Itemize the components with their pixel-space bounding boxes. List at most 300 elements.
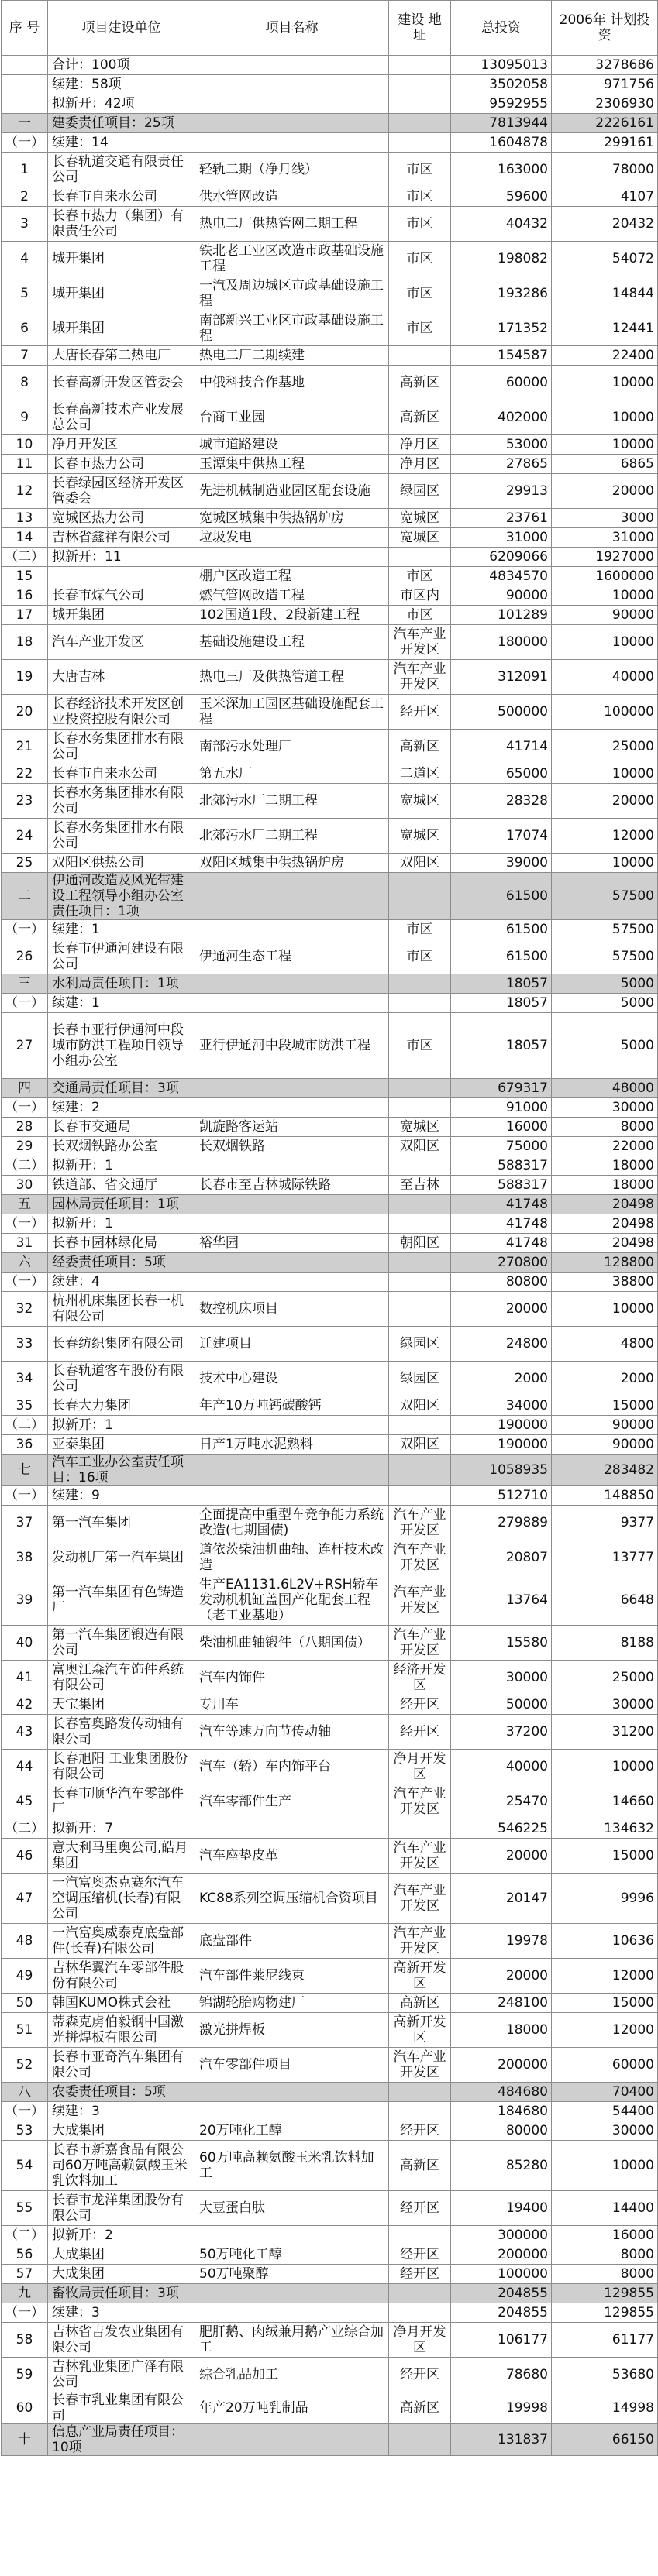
header-name: 项目名称 <box>195 1 389 56</box>
row-seq: 35 <box>2 1396 48 1416</box>
row-project-name: 轻轨二期（净月线） <box>195 153 389 187</box>
row-location: 净月区 <box>389 455 451 474</box>
row-seq: （一） <box>2 1486 48 1506</box>
row-project-name <box>195 94 389 114</box>
table-row <box>2 1273 658 1292</box>
row-location <box>389 2083 451 2102</box>
row-total-investment: 190000 <box>451 1416 552 1435</box>
row-unit: 水利局责任项目：1项 <box>48 974 195 994</box>
row-plan-investment: 12441 <box>552 311 658 346</box>
row-plan-investment: 10000 <box>552 2141 658 2191</box>
row-project-name <box>195 994 389 1013</box>
row-project-name: 50万吨化工醇 <box>195 2245 389 2265</box>
row-seq: 6 <box>2 311 48 346</box>
row-unit: 长春水务集团排水有限公司 <box>48 819 195 854</box>
header-seq: 序 号 <box>2 1 48 56</box>
row-project-name <box>195 1455 389 1486</box>
row-plan-investment: 30000 <box>552 2121 658 2141</box>
row-total-investment: 193286 <box>451 276 552 311</box>
row-plan-investment: 299161 <box>552 133 658 153</box>
row-unit: 城开集团 <box>48 606 195 625</box>
row-project-name: 汽车部件莱尼线束 <box>195 1959 389 1994</box>
row-unit: 第一汽车集团锻造有限公司 <box>48 1626 195 1661</box>
table-row <box>2 474 658 509</box>
row-unit: 拟新开：1 <box>48 1214 195 1234</box>
row-plan-investment: 70400 <box>552 2083 658 2102</box>
category-row <box>2 1253 658 1273</box>
row-plan-investment: 54400 <box>552 2102 658 2121</box>
table-row <box>2 606 658 625</box>
table-row <box>2 311 658 346</box>
row-seq: 一 <box>2 114 48 133</box>
row-plan-investment: 15000 <box>552 1839 658 1874</box>
row-total-investment: 91000 <box>451 1098 552 1118</box>
row-plan-investment: 2000 <box>552 1362 658 1396</box>
row-seq: 20 <box>2 695 48 730</box>
row-unit: 长双烟铁路办公室 <box>48 1137 195 1156</box>
row-location <box>389 1486 451 1506</box>
row-seq: 十 <box>2 2424 48 2456</box>
row-plan-investment: 129855 <box>552 2284 658 2303</box>
row-plan-investment: 48000 <box>552 1079 658 1098</box>
row-project-name: 大豆蛋白肽 <box>195 2191 389 2226</box>
row-total-investment: 402000 <box>451 400 552 435</box>
row-plan-investment: 57500 <box>552 939 658 974</box>
row-total-investment: 20807 <box>451 1540 552 1575</box>
row-total-investment: 18057 <box>451 1013 552 1079</box>
row-project-name: 热电三厂及供热管道工程 <box>195 660 389 695</box>
row-total-investment: 18057 <box>451 974 552 994</box>
row-total-investment: 2000 <box>451 1362 552 1396</box>
row-unit: 净月开发区 <box>48 435 195 455</box>
row-unit: 长春市亚奇汽车集团有限公司 <box>48 2048 195 2083</box>
row-total-investment: 19400 <box>451 2191 552 2226</box>
row-total-investment: 24800 <box>451 1327 552 1362</box>
row-total-investment: 59600 <box>451 187 552 207</box>
row-seq: 8 <box>2 366 48 400</box>
row-location: 市区 <box>389 567 451 586</box>
row-location: 朝阳区 <box>389 1234 451 1253</box>
row-unit: 长春市煤气公司 <box>48 586 195 606</box>
row-seq: 3 <box>2 207 48 242</box>
row-location: 经开区 <box>389 2265 451 2284</box>
row-unit: 拟新开：2 <box>48 2226 195 2245</box>
row-seq: 17 <box>2 606 48 625</box>
row-total-investment: 34000 <box>451 1396 552 1416</box>
table-row <box>2 2141 658 2191</box>
row-unit: 长春水务集团排水有限公司 <box>48 784 195 819</box>
table-row <box>2 2013 658 2048</box>
row-seq: 57 <box>2 2265 48 2284</box>
table-row <box>2 242 658 276</box>
row-total-investment: 588317 <box>451 1156 552 1176</box>
row-plan-investment: 15000 <box>552 1994 658 2013</box>
row-plan-investment: 78000 <box>552 153 658 187</box>
row-total-investment: 3502058 <box>451 75 552 94</box>
row-unit: 伊通河改造及风光带建设工程领导小组办公室责任项目：1项 <box>48 873 195 920</box>
row-seq: 22 <box>2 764 48 784</box>
row-total-investment: 41748 <box>451 1195 552 1214</box>
row-seq: 16 <box>2 586 48 606</box>
row-unit: 交通局责任项目：3项 <box>48 1079 195 1098</box>
row-total-investment: 546225 <box>451 1819 552 1839</box>
row-plan-investment: 18000 <box>552 1156 658 1176</box>
table-row <box>2 854 658 873</box>
row-plan-investment: 13777 <box>552 1540 658 1575</box>
row-plan-investment: 14400 <box>552 2191 658 2226</box>
row-seq: （一） <box>2 1098 48 1118</box>
row-seq: 39 <box>2 1575 48 1626</box>
category-row <box>2 2424 658 2456</box>
row-unit: 续建：58项 <box>48 75 195 94</box>
row-project-name: 北郊污水厂二期工程 <box>195 784 389 819</box>
row-seq: （二） <box>2 2226 48 2245</box>
row-total-investment: 20000 <box>451 1839 552 1874</box>
row-plan-investment: 9377 <box>552 1506 658 1540</box>
row-total-investment: 20147 <box>451 1874 552 1924</box>
row-plan-investment: 8000 <box>552 2265 658 2284</box>
row-location <box>389 2303 451 2323</box>
row-project-name: 锦湖轮胎购物建厂 <box>195 1994 389 2013</box>
row-seq: 15 <box>2 567 48 586</box>
row-seq <box>2 94 48 114</box>
row-project-name: 先进机械制造业园区配套设施 <box>195 474 389 509</box>
row-seq: 42 <box>2 1695 48 1715</box>
row-total-investment: 40000 <box>451 1750 552 1784</box>
row-location: 净月开发区 <box>389 1750 451 1784</box>
row-project-name: 燃气管网改造工程 <box>195 586 389 606</box>
row-plan-investment: 38800 <box>552 1273 658 1292</box>
row-total-investment: 53000 <box>451 435 552 455</box>
row-seq: 54 <box>2 2141 48 2191</box>
row-location: 汽车产业开发区 <box>389 1874 451 1924</box>
table-row <box>2 1416 658 1435</box>
row-total-investment: 270800 <box>451 1253 552 1273</box>
row-plan-investment: 12000 <box>552 1959 658 1994</box>
row-unit: 续建：14 <box>48 133 195 153</box>
row-total-investment: 200000 <box>451 2048 552 2083</box>
row-plan-investment: 20498 <box>552 1214 658 1234</box>
row-seq: 40 <box>2 1626 48 1661</box>
table-row <box>2 1839 658 1874</box>
row-project-name: 102国道1段、2段新建工程 <box>195 606 389 625</box>
row-total-investment: 154587 <box>451 346 552 366</box>
row-location: 经开区 <box>389 2121 451 2141</box>
row-seq: 25 <box>2 854 48 873</box>
row-plan-investment: 971756 <box>552 75 658 94</box>
table-row <box>2 366 658 400</box>
row-total-investment: 37200 <box>451 1715 552 1750</box>
table-row <box>2 133 658 153</box>
row-plan-investment: 12000 <box>552 2013 658 2048</box>
row-plan-investment: 53680 <box>552 2358 658 2392</box>
table-row <box>2 1176 658 1195</box>
row-location: 市区 <box>389 207 451 242</box>
row-location: 双阳区 <box>389 1435 451 1455</box>
row-project-name: 柴油机曲轴锻件（八期国债） <box>195 1626 389 1661</box>
row-seq: 19 <box>2 660 48 695</box>
row-project-name <box>195 1486 389 1506</box>
row-total-investment: 312091 <box>451 660 552 695</box>
row-unit: 续建：2 <box>48 1098 195 1118</box>
row-project-name: 汽车零部件生产 <box>195 1784 389 1819</box>
row-location: 汽车产业开发区 <box>389 1839 451 1874</box>
row-project-name <box>195 2284 389 2303</box>
row-seq: 46 <box>2 1839 48 1874</box>
table-row <box>2 276 658 311</box>
row-unit: 亚泰集团 <box>48 1435 195 1455</box>
row-unit: 拟新开：11 <box>48 548 195 567</box>
row-project-name <box>195 2102 389 2121</box>
row-unit: 意大利马里奥公司,皓月集团 <box>48 1839 195 1874</box>
row-project-name <box>195 1273 389 1292</box>
row-total-investment: 588317 <box>451 1176 552 1195</box>
row-total-investment: 4834570 <box>451 567 552 586</box>
row-seq: 48 <box>2 1924 48 1959</box>
row-unit: 汽车工业办公室责任项目：16项 <box>48 1455 195 1486</box>
row-seq: 45 <box>2 1784 48 1819</box>
row-unit: 发动机厂第一汽车集团 <box>48 1540 195 1575</box>
table-row <box>2 1784 658 1819</box>
row-project-name: 数控机床项目 <box>195 1292 389 1327</box>
row-unit: 长春市自来水公司 <box>48 187 195 207</box>
row-project-name: 日产1万吨水泥熟料 <box>195 1435 389 1455</box>
category-row <box>2 873 658 920</box>
row-seq: （一） <box>2 1273 48 1292</box>
row-project-name <box>195 1253 389 1273</box>
row-plan-investment: 5000 <box>552 974 658 994</box>
row-unit: 大成集团 <box>48 2245 195 2265</box>
row-project-name: 汽车内饰件 <box>195 1661 389 1695</box>
row-unit: 长春市交通局 <box>48 1118 195 1137</box>
row-location: 双阳区 <box>389 1396 451 1416</box>
row-plan-investment: 100000 <box>552 695 658 730</box>
row-plan-investment: 2226161 <box>552 114 658 133</box>
table-row <box>2 2358 658 2392</box>
row-unit: 铁道部、省交通厅 <box>48 1176 195 1195</box>
table-row <box>2 1098 658 1118</box>
row-plan-investment: 10000 <box>552 764 658 784</box>
row-seq: 51 <box>2 2013 48 2048</box>
table-row <box>2 548 658 567</box>
row-unit: 园林局责任项目：1项 <box>48 1195 195 1214</box>
table-row <box>2 1362 658 1396</box>
table-row <box>2 586 658 606</box>
table-row <box>2 2121 658 2141</box>
row-unit: 拟新开：1 <box>48 1156 195 1176</box>
row-location <box>389 75 451 94</box>
row-plan-investment: 25000 <box>552 1661 658 1695</box>
row-project-name: 玉米深加工园区基础设施配套工程 <box>195 695 389 730</box>
row-plan-investment: 18000 <box>552 1176 658 1195</box>
row-project-name: 长双烟铁路 <box>195 1137 389 1156</box>
table-row <box>2 1234 658 1253</box>
row-location: 宽城区 <box>389 784 451 819</box>
row-project-name <box>195 2083 389 2102</box>
table-row <box>2 2048 658 2083</box>
row-plan-investment: 90000 <box>552 1416 658 1435</box>
row-project-name: 长春市至吉林城际铁路 <box>195 1176 389 1195</box>
row-unit: 长春市园林绿化局 <box>48 1234 195 1253</box>
row-total-investment: 500000 <box>451 695 552 730</box>
row-total-investment: 20000 <box>451 1959 552 1994</box>
row-location <box>389 2226 451 2245</box>
table-row <box>2 509 658 528</box>
row-unit: 蒂森克虏伯毅钢中国激光拼焊板有限公司 <box>48 2013 195 2048</box>
row-location: 宽城区 <box>389 1118 451 1137</box>
table-row <box>2 2265 658 2284</box>
row-unit: 长春市新嘉食品有限公司60万吨高赖氨酸玉米乳饮料加工 <box>48 2141 195 2191</box>
row-seq: 44 <box>2 1750 48 1784</box>
row-unit: 信息产业局责任项目：10项 <box>48 2424 195 2456</box>
row-unit: 拟新开：1 <box>48 1416 195 1435</box>
row-plan-investment: 22400 <box>552 346 658 366</box>
row-location: 市区 <box>389 939 451 974</box>
row-unit: 大成集团 <box>48 2265 195 2284</box>
row-seq: （一） <box>2 2102 48 2121</box>
row-location: 高新区 <box>389 366 451 400</box>
row-plan-investment: 4800 <box>552 1327 658 1362</box>
row-seq: 23 <box>2 784 48 819</box>
table-row <box>2 1819 658 1839</box>
row-location: 经开区 <box>389 1695 451 1715</box>
row-total-investment: 184680 <box>451 2102 552 2121</box>
row-location: 市区内 <box>389 586 451 606</box>
row-seq: 56 <box>2 2245 48 2265</box>
row-total-investment: 40432 <box>451 207 552 242</box>
header-location: 建设 地址 <box>389 1 451 56</box>
row-seq: 38 <box>2 1540 48 1575</box>
row-plan-investment: 90000 <box>552 1435 658 1455</box>
table-row <box>2 1626 658 1661</box>
table-row <box>2 2303 658 2323</box>
row-unit: 长春轨道客车股份有限公司 <box>48 1362 195 1396</box>
row-location <box>389 1195 451 1214</box>
row-unit: 城开集团 <box>48 242 195 276</box>
row-location: 经开区 <box>389 2358 451 2392</box>
row-unit: 吉林华翼汽车零部件股份有限公司 <box>48 1959 195 1994</box>
row-unit: 汽车产业开发区 <box>48 625 195 660</box>
row-location: 市区 <box>389 920 451 939</box>
row-unit: 农委责任项目：5项 <box>48 2083 195 2102</box>
row-project-name: 年产20万吨乳制品 <box>195 2392 389 2424</box>
row-project-name: 中俄科技合作基地 <box>195 366 389 400</box>
row-location: 双阳区 <box>389 854 451 873</box>
row-total-investment: 18000 <box>451 2013 552 2048</box>
row-project-name: 凯旋路客运站 <box>195 1118 389 1137</box>
row-location: 汽车产业开发区 <box>389 1540 451 1575</box>
row-seq: 52 <box>2 2048 48 2083</box>
row-unit: 长春富奥路发传动轴有限公司 <box>48 1715 195 1750</box>
row-location: 高新区 <box>389 1994 451 2013</box>
row-plan-investment: 61177 <box>552 2323 658 2358</box>
row-project-name: 道依茨柴油机曲轴、连杆技术改造 <box>195 1540 389 1575</box>
row-total-investment: 90000 <box>451 586 552 606</box>
category-row <box>2 1455 658 1486</box>
row-seq: 36 <box>2 1435 48 1455</box>
table-row <box>2 939 658 974</box>
row-location: 宽城区 <box>389 509 451 528</box>
row-plan-investment: 129855 <box>552 2303 658 2323</box>
row-location: 市区 <box>389 153 451 187</box>
row-total-investment: 9592955 <box>451 94 552 114</box>
row-unit: 吉林省鑫祥有限公司 <box>48 528 195 548</box>
row-total-investment: 512710 <box>451 1486 552 1506</box>
row-location <box>389 133 451 153</box>
row-plan-investment: 20432 <box>552 207 658 242</box>
row-location <box>389 974 451 994</box>
table-row <box>2 1292 658 1327</box>
row-unit: 拟新开：42项 <box>48 94 195 114</box>
row-project-name: 汽车等速万向节传动轴 <box>195 1715 389 1750</box>
row-total-investment: 78680 <box>451 2358 552 2392</box>
row-total-investment: 41748 <box>451 1214 552 1234</box>
row-location: 至吉林 <box>389 1176 451 1195</box>
row-project-name <box>195 1156 389 1176</box>
row-plan-investment: 14844 <box>552 276 658 311</box>
row-plan-investment: 14998 <box>552 2392 658 2424</box>
row-seq: 29 <box>2 1137 48 1156</box>
table-row <box>2 75 658 94</box>
table-row <box>2 2102 658 2121</box>
row-total-investment: 19998 <box>451 2392 552 2424</box>
table-row <box>2 1661 658 1695</box>
row-total-investment: 85280 <box>451 2141 552 2191</box>
row-location <box>389 94 451 114</box>
row-location: 绿园区 <box>389 1327 451 1362</box>
row-plan-investment: 60000 <box>552 2048 658 2083</box>
row-location <box>389 1098 451 1118</box>
row-seq: （一） <box>2 920 48 939</box>
row-plan-investment: 14660 <box>552 1784 658 1819</box>
row-location <box>389 548 451 567</box>
header-plan-investment: 2006年 计划投资 <box>552 1 658 56</box>
row-total-investment: 61500 <box>451 920 552 939</box>
row-seq: 9 <box>2 400 48 435</box>
row-unit: 长春旭阳 工业集团股份有限公司 <box>48 1750 195 1784</box>
row-unit: 吉林省吉发农业集团有限公司 <box>48 2323 195 2358</box>
row-plan-investment: 148850 <box>552 1486 658 1506</box>
row-seq: （一） <box>2 994 48 1013</box>
row-location: 净月开发区 <box>389 2323 451 2358</box>
row-plan-investment: 9996 <box>552 1874 658 1924</box>
row-total-investment: 1604878 <box>451 133 552 153</box>
row-project-name <box>195 56 389 75</box>
row-unit: 城开集团 <box>48 276 195 311</box>
row-plan-investment: 10000 <box>552 1292 658 1327</box>
row-unit: 续建：9 <box>48 1486 195 1506</box>
table-row <box>2 346 658 366</box>
row-project-name: KC88系列空调压缩机合资项目 <box>195 1874 389 1924</box>
row-total-investment: 248100 <box>451 1994 552 2013</box>
row-plan-investment: 16000 <box>552 2226 658 2245</box>
table-row <box>2 1994 658 2013</box>
table-row <box>2 94 658 114</box>
row-plan-investment: 30000 <box>552 1098 658 1118</box>
row-location: 汽车产业开发区 <box>389 1626 451 1661</box>
row-project-name <box>195 75 389 94</box>
row-total-investment: 13764 <box>451 1575 552 1626</box>
row-seq: 28 <box>2 1118 48 1137</box>
row-unit: 城开集团 <box>48 311 195 346</box>
table-row <box>2 2323 658 2358</box>
row-total-investment: 80800 <box>451 1273 552 1292</box>
row-project-name: 综合乳品加工 <box>195 2358 389 2392</box>
row-unit: 续建：1 <box>48 994 195 1013</box>
row-location: 市区 <box>389 242 451 276</box>
row-location <box>389 114 451 133</box>
row-plan-investment: 5000 <box>552 1013 658 1079</box>
